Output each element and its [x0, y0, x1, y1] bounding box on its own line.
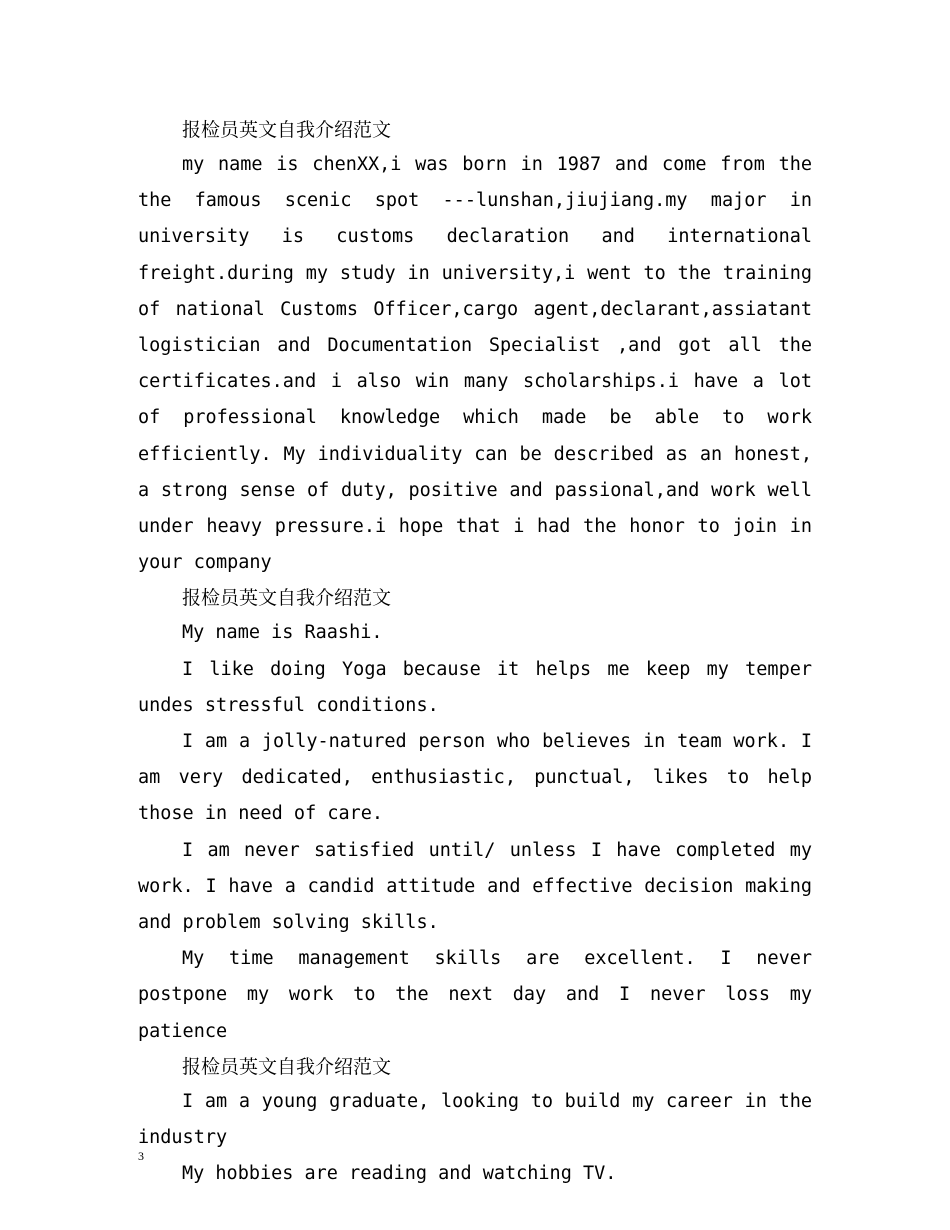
body-paragraph: My name is Raashi. — [182, 622, 383, 644]
section-heading: 报检员英文自我介绍范文 — [182, 1055, 392, 1078]
page-number: 3 — [138, 1149, 144, 1163]
body-paragraph: I am a jolly-natured person who believes in team work. I am very dedicated, enthusiastic, punctual, likes to help those in need of care. — [138, 731, 812, 825]
body-paragraph: My hobbies are reading and watching TV. — [182, 1163, 617, 1185]
body-paragraph: My time management skills are excellent. I never postpone my work to the next day and I never loss my patience — [138, 948, 812, 1042]
body-paragraph: I am a young graduate, looking to build my career in the industry — [138, 1090, 812, 1149]
body-paragraph: I am never satisfied until/ unless I have completed my work. I have a candid attitude and effective decision making and problem solving skills. — [138, 839, 812, 934]
body-paragraph: my name is chenXX,i was born in 1987 and come from the the famous scenic spot ---lunshan,jiujiang.my major in university is customs declaration and international freight.during my study in university,i went to the training of national Customs Officer,cargo agent,declarant,assiatant logistician and Documentation Specialist ,and got all the certificates.and i also win many scholarships.i have a lot of professional knowledge which made be able to work efficiently. My individuality can be described as an honest, a strong sense of duty, positive and passional,and work well under heavy pressure.i hope that i had the honor to join in your company — [138, 154, 812, 574]
section-heading: 报检员英文自我介绍范文 — [182, 587, 392, 610]
body-paragraph: I like doing Yoga because it helps me keep my temper undes stressful conditions. — [138, 658, 812, 716]
section-heading: 报检员英文自我介绍范文 — [182, 119, 392, 141]
document-body — [138, 113, 812, 1192]
